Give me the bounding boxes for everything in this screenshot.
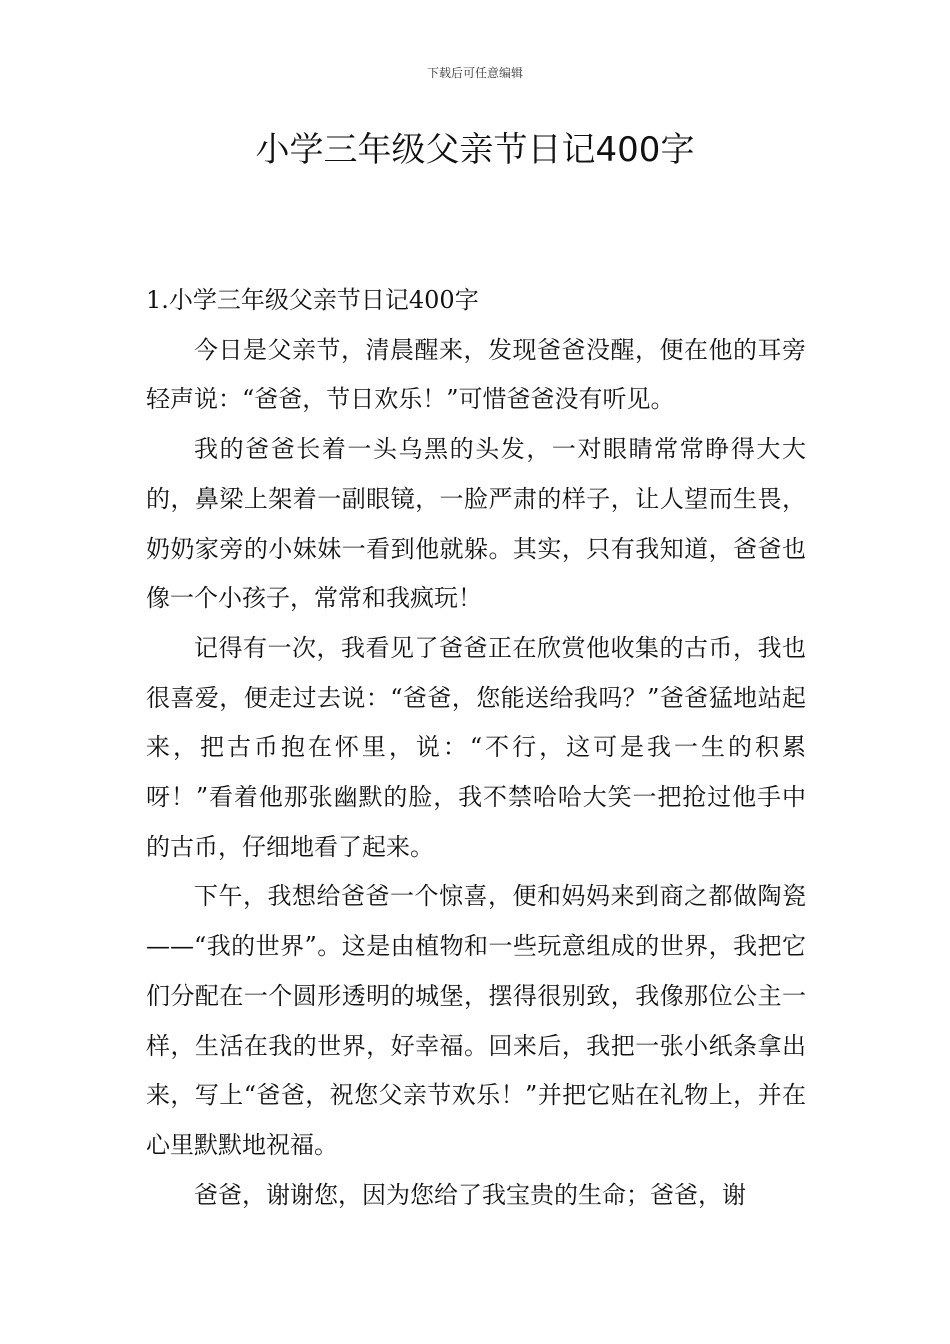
document-title: 小学三年级父亲节日记400字 bbox=[255, 130, 695, 170]
paragraph: 爸爸，谢谢您，因为您给了我宝贵的生命；爸爸，谢 bbox=[194, 1180, 746, 1209]
paragraph: 今日是父亲节，清晨醒来，发现爸爸没醒，便在他的耳旁轻声说：“爸爸，节日欢乐！”可惜爸爸没有听见。 bbox=[146, 335, 806, 414]
header-note: 下载后可任意编辑 bbox=[426, 66, 523, 80]
document-body bbox=[146, 276, 806, 1220]
paragraph: 我的爸爸长着一头乌黑的头发，一对眼睛常常睁得大大的，鼻梁上架着一副眼镜，一脸严肃的样子，让人望而生畏，奶奶家旁的小妹妹一看到他就躲。其实，只有我知道，爸爸也像一个小孩子，常常和我疯玩！ bbox=[146, 435, 806, 613]
paragraph: 记得有一次，我看见了爸爸正在欣赏他收集的古币，我也很喜爱，便走过去说：“爸爸，您能送给我吗？”爸爸猛地站起来，把古币抱在怀里，说：“不行，这可是我一生的积累呀！”看着他那张幽默的脸，我不禁哈哈大笑一把抢过他手中的古币，仔细地看了起来。 bbox=[146, 633, 806, 861]
section-heading: 1.小学三年级父亲节日记400字 bbox=[146, 286, 479, 314]
paragraph: 下午，我想给爸爸一个惊喜，便和妈妈来到商之都做陶瓷——“我的世界”。这是由植物和一些玩意组成的世界，我把它们分配在一个圆形透明的城堡，摆得很别致，我像那位公主一样，生活在我的世界，好幸福。回来后，我把一张小纸条拿出来，写上“爸爸，祝您父亲节欢乐！”并把它贴在礼物上，并在心里默默地祝福。 bbox=[146, 882, 806, 1159]
